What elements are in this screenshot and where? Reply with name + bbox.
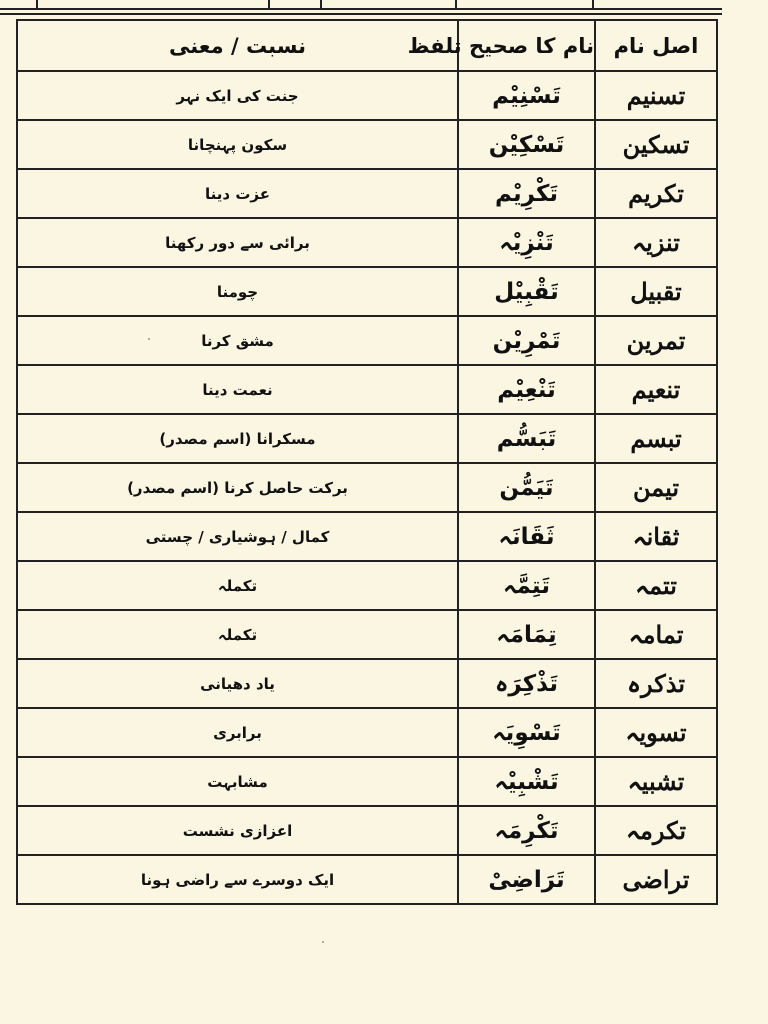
table-row (17, 757, 717, 806)
table-row (17, 267, 717, 316)
top-rule (0, 8, 722, 10)
nisbat-cell: مشابہت (17, 757, 458, 806)
talaffuz-cell: تَکْرِیْم (458, 169, 595, 218)
asl-naam-cell: تمرین (595, 316, 717, 365)
nisbat-cell: یاد دھیانی (17, 659, 458, 708)
table-row (17, 708, 717, 757)
nisbat-cell: اعزازی نشست (17, 806, 458, 855)
asl-naam-cell: تتمہ (595, 561, 717, 610)
asl-naam-cell: تسویہ (595, 708, 717, 757)
nisbat-cell: کمال / ہوشیاری / چستی (17, 512, 458, 561)
column-tick (268, 0, 270, 8)
column-tick (36, 0, 38, 8)
asl-naam-cell: تشبیہ (595, 757, 717, 806)
asl-naam-cell: تبسم (595, 414, 717, 463)
talaffuz-cell: تَذْکِرَہ (458, 659, 595, 708)
talaffuz-cell: تَنْزِیْہ (458, 218, 595, 267)
nisbat-cell: ایک دوسرے سے راضی ہونا (17, 855, 458, 904)
talaffuz-cell: تَبَسُّم (458, 414, 595, 463)
talaffuz-cell: تَسْنِیْم (458, 71, 595, 120)
top-rule (0, 13, 722, 15)
table-row (17, 365, 717, 414)
table-row (17, 414, 717, 463)
asl-naam-cell: تکرمہ (595, 806, 717, 855)
nisbat-cell: نعمت دینا (17, 365, 458, 414)
table-row (17, 806, 717, 855)
names-table (16, 19, 718, 905)
table-row (17, 218, 717, 267)
talaffuz-cell: تَنْعِیْم (458, 365, 595, 414)
asl-naam-cell: تراضی (595, 855, 717, 904)
talaffuz-cell: ثَقَانَہ (458, 512, 595, 561)
asl-naam-cell: تسنیم (595, 71, 717, 120)
asl-naam-cell: تکریم (595, 169, 717, 218)
nisbat-cell: برکت حاصل کرنا (اسم مصدر) (17, 463, 458, 512)
asl-naam-cell: ثقانہ (595, 512, 717, 561)
previous-table-edge (0, 0, 768, 16)
talaffuz-cell: تَشْبِیْہ (458, 757, 595, 806)
table-row (17, 610, 717, 659)
nisbat-cell: تکملہ (17, 610, 458, 659)
nisbat-cell: برائی سے دور رکھنا (17, 218, 458, 267)
speck (322, 941, 324, 943)
table-row (17, 512, 717, 561)
table-row (17, 71, 717, 120)
nisbat-cell: برابری (17, 708, 458, 757)
nisbat-cell: چومنا (17, 267, 458, 316)
talaffuz-cell: تَمْرِیْن (458, 316, 595, 365)
nisbat-cell: تکملہ (17, 561, 458, 610)
asl-naam-cell: تنعیم (595, 365, 717, 414)
talaffuz-cell: تَسْوِیَہ (458, 708, 595, 757)
table-row (17, 169, 717, 218)
asl-naam-cell: تذکرہ (595, 659, 717, 708)
table-row (17, 855, 717, 904)
talaffuz-cell: تِمَامَہ (458, 610, 595, 659)
nisbat-cell: مسکرانا (اسم مصدر) (17, 414, 458, 463)
column-tick (455, 0, 457, 8)
table-row (17, 463, 717, 512)
talaffuz-cell: تَسْکِیْن (458, 120, 595, 169)
asl-naam-cell: تمامہ (595, 610, 717, 659)
table-row (17, 120, 717, 169)
table-row (17, 659, 717, 708)
table-row (17, 561, 717, 610)
header-asl-naam: اصل نام (595, 20, 717, 71)
asl-naam-cell: تسکین (595, 120, 717, 169)
talaffuz-cell: تَتِمَّہ (458, 561, 595, 610)
asl-naam-cell: تنزیہ (595, 218, 717, 267)
header-nisbat-mani: نسبت / معنی (17, 20, 458, 71)
nisbat-cell: عزت دینا (17, 169, 458, 218)
talaffuz-cell: تَقْبِیْل (458, 267, 595, 316)
talaffuz-cell: تَکْرِمَہ (458, 806, 595, 855)
nisbat-cell: مشق کرنا (17, 316, 458, 365)
talaffuz-cell: تَرَاضِیْ (458, 855, 595, 904)
asl-naam-cell: تیمن (595, 463, 717, 512)
header-row (17, 20, 717, 71)
asl-naam-cell: تقبیل (595, 267, 717, 316)
header-sahih-talaffuz: نام کا صحیح تلفظ (458, 20, 595, 71)
nisbat-cell: جنت کی ایک نہر (17, 71, 458, 120)
nisbat-cell: سکون پہنچانا (17, 120, 458, 169)
table-row (17, 316, 717, 365)
column-tick (320, 0, 322, 8)
talaffuz-cell: تَیَمُّن (458, 463, 595, 512)
column-tick (592, 0, 594, 8)
